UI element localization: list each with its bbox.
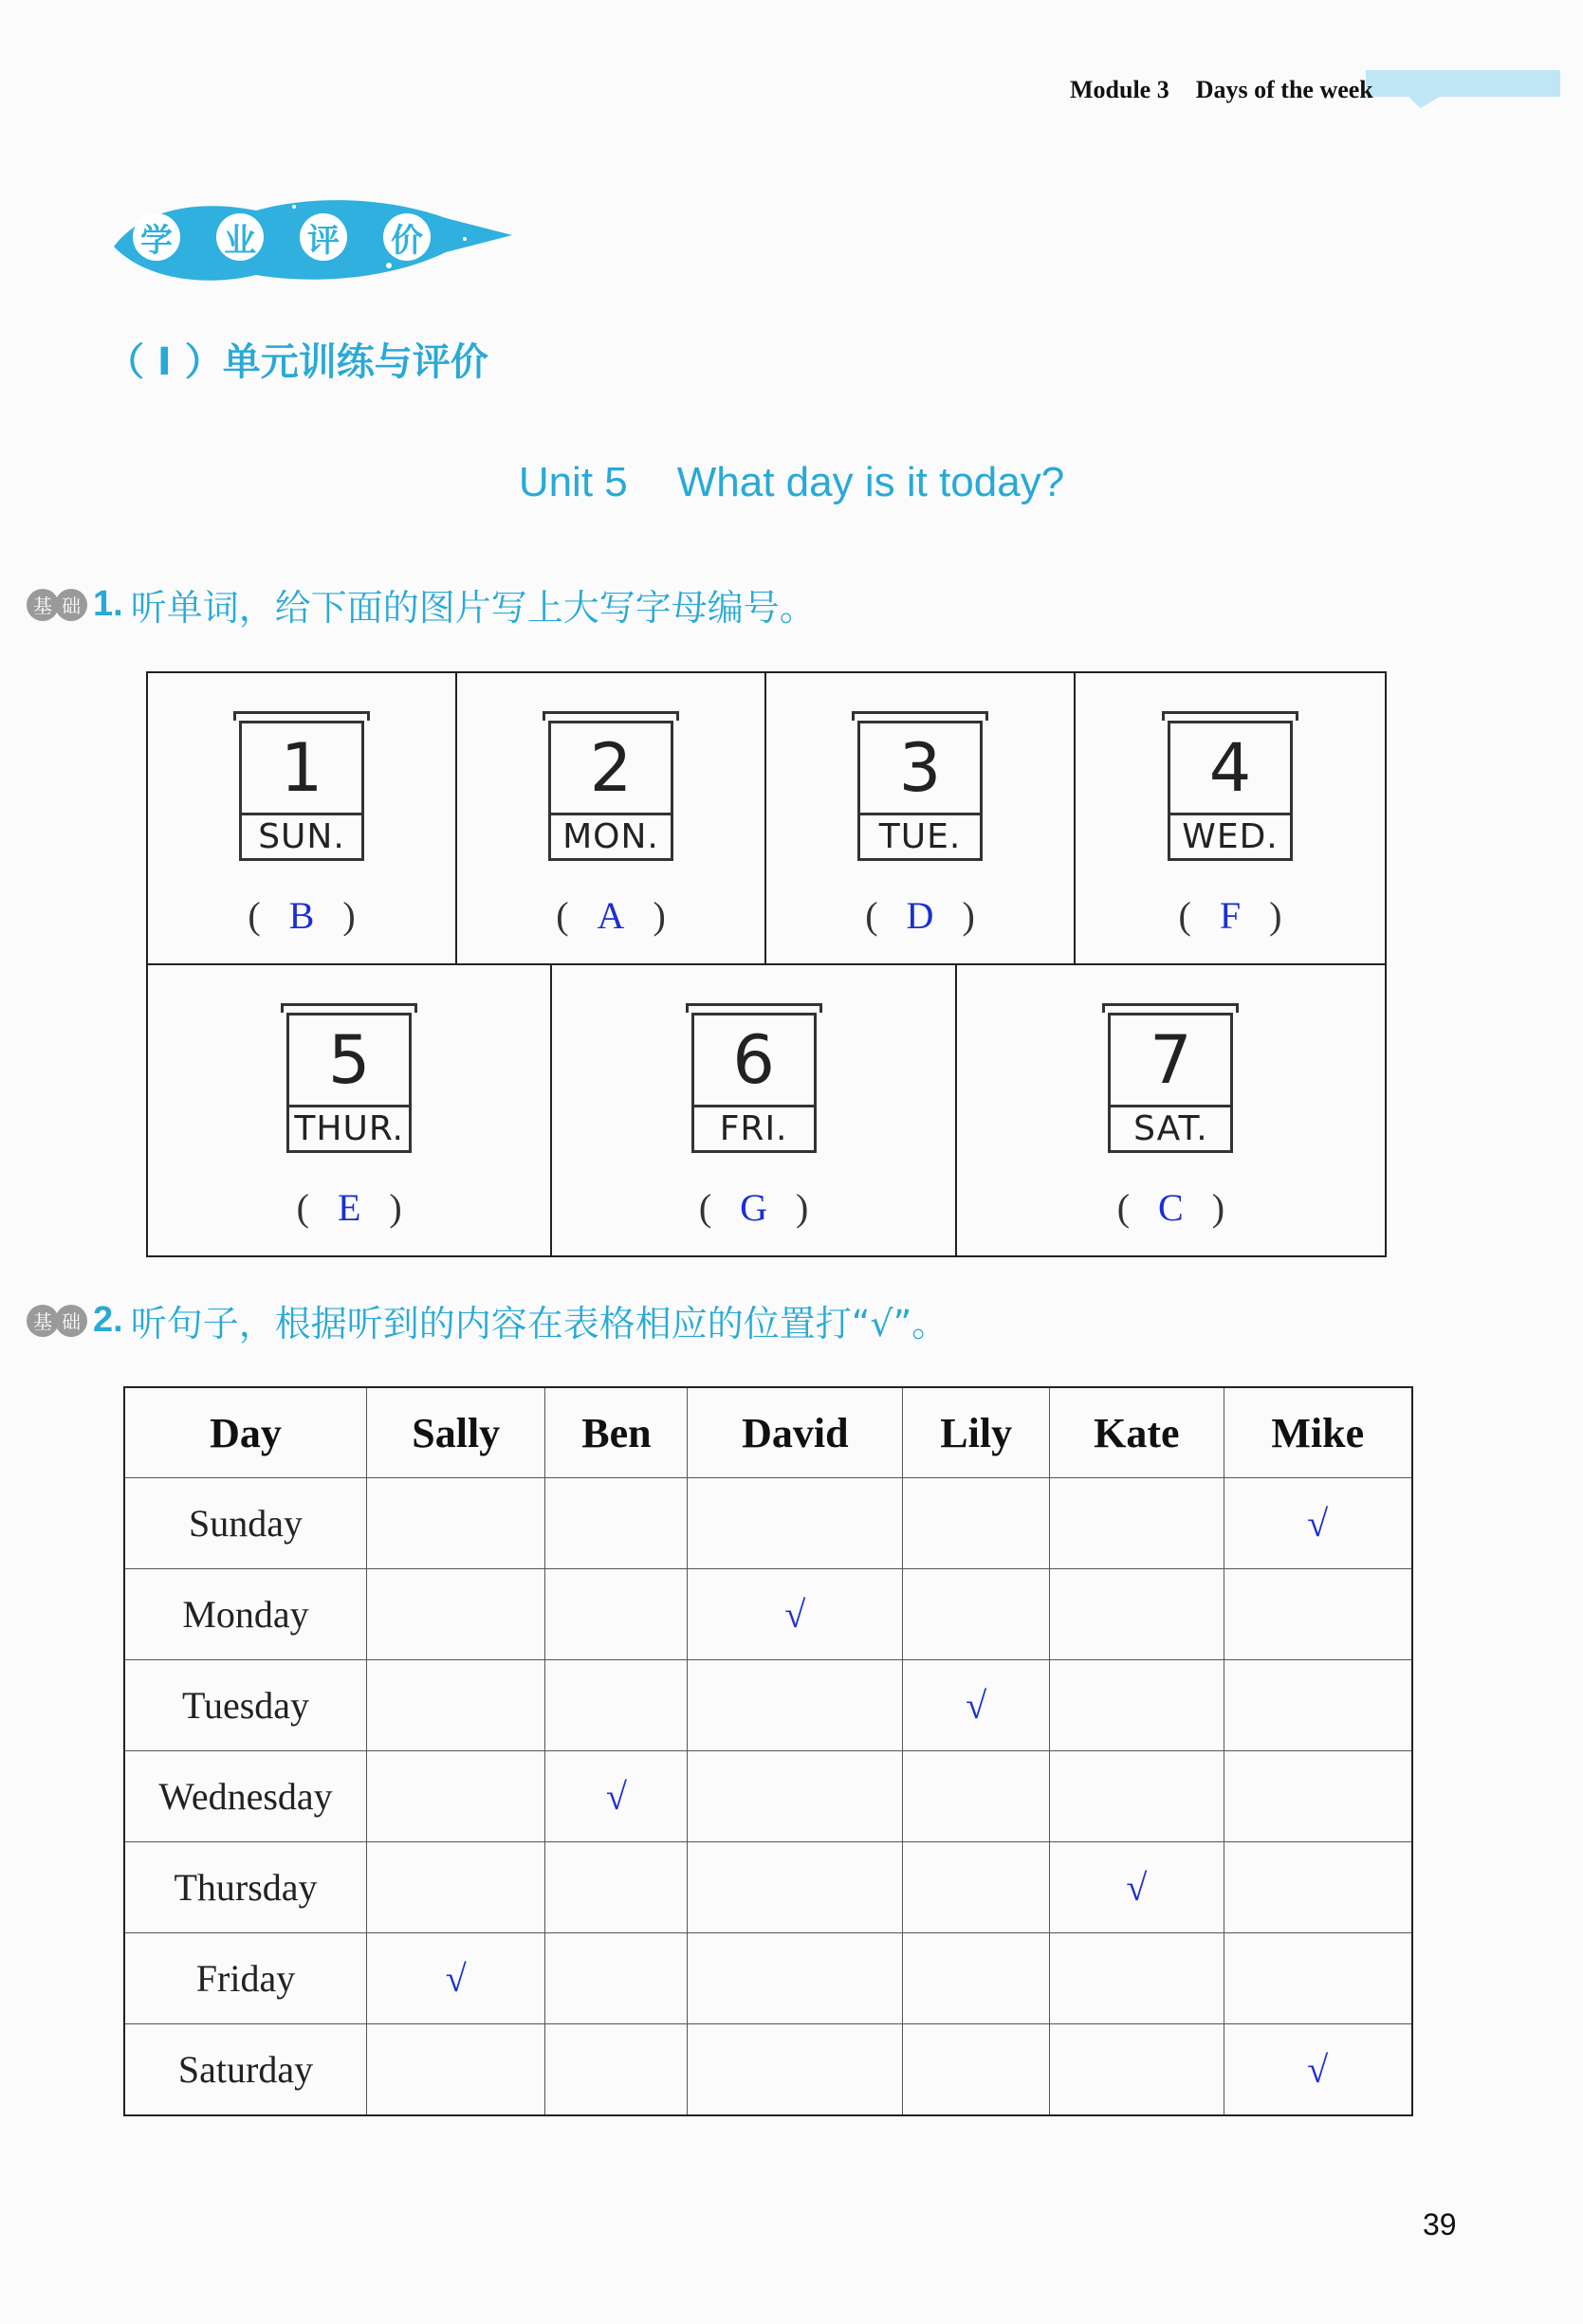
column-header: Day: [124, 1387, 367, 1478]
check-cell[interactable]: [688, 1660, 903, 1751]
check-cell[interactable]: [903, 1842, 1050, 1933]
answer-blank[interactable]: ( E ): [296, 1186, 402, 1229]
day-cell: Wednesday: [124, 1751, 367, 1842]
calendar-cell: [552, 965, 956, 1255]
check-cell[interactable]: [688, 1751, 903, 1842]
check-cell[interactable]: √: [903, 1660, 1050, 1751]
check-cell[interactable]: [545, 1478, 688, 1569]
day-cell: Saturday: [124, 2024, 367, 2116]
calendar-number: 4: [1208, 729, 1252, 807]
check-cell[interactable]: [1050, 1478, 1224, 1569]
calendar-icon: [852, 711, 988, 863]
check-cell[interactable]: √: [688, 1569, 903, 1660]
calendar-icon: [233, 711, 370, 863]
exercise-2-heading: [27, 1294, 948, 1346]
check-cell[interactable]: √: [367, 1933, 545, 2024]
check-cell[interactable]: [1224, 1751, 1412, 1842]
check-cell[interactable]: [545, 1569, 688, 1660]
calendar-day: SAT.: [1133, 1109, 1208, 1148]
check-cell[interactable]: [1050, 1660, 1224, 1751]
column-header: Ben: [545, 1387, 688, 1478]
check-cell[interactable]: [688, 1478, 903, 1569]
column-header: Mike: [1224, 1387, 1412, 1478]
table-header-row: [124, 1387, 1412, 1478]
day-cell: Friday: [124, 1933, 367, 2024]
exercise-instruction: 听单词，给下面的图片写上大写字母编号。: [130, 587, 816, 629]
check-cell[interactable]: [545, 1842, 688, 1933]
check-cell[interactable]: [688, 1933, 903, 2024]
check-cell[interactable]: [545, 1660, 688, 1751]
calendar-number: 1: [280, 729, 323, 807]
calendar-cell: [148, 965, 552, 1255]
table-row: [124, 1751, 1412, 1842]
calendar-number: 2: [589, 729, 633, 807]
running-header: [1070, 76, 1373, 104]
answer-blank[interactable]: ( A ): [556, 894, 666, 937]
check-cell[interactable]: [903, 1478, 1050, 1569]
calendar-number: 6: [732, 1021, 775, 1099]
check-cell[interactable]: [1050, 1569, 1224, 1660]
answer-letter: E: [337, 1186, 361, 1229]
check-cell[interactable]: [688, 2024, 903, 2116]
check-cell[interactable]: [545, 1933, 688, 2024]
calendar-day: FRI.: [719, 1109, 788, 1148]
unit-title: [0, 459, 1583, 506]
exercise-number: 2.: [93, 1300, 123, 1340]
check-cell[interactable]: √: [1050, 1842, 1224, 1933]
check-cell[interactable]: [367, 1569, 545, 1660]
calendar-day: THUR.: [294, 1109, 404, 1148]
table-row: [124, 1842, 1412, 1933]
calendar-icon: [686, 1003, 822, 1155]
answer-letter: G: [740, 1186, 768, 1229]
calendar-cell: [766, 673, 1076, 963]
check-cell[interactable]: [1224, 1569, 1412, 1660]
check-cell[interactable]: [903, 1933, 1050, 2024]
check-cell[interactable]: [367, 1751, 545, 1842]
day-cell: Monday: [124, 1569, 367, 1660]
answer-blank[interactable]: ( D ): [865, 894, 975, 937]
calendar-icon: [543, 711, 679, 863]
table-row: [124, 1933, 1412, 2024]
check-cell[interactable]: [1224, 1933, 1412, 2024]
exercise-1-heading: [27, 578, 816, 631]
calendar-day: TUE.: [878, 817, 962, 856]
badge-char: 基: [27, 1305, 59, 1337]
calendar-cell: [148, 673, 457, 963]
calendar-icon: [281, 1003, 417, 1155]
calendar-icon: [1102, 1003, 1239, 1155]
badge-char: 础: [55, 589, 87, 621]
answer-blank[interactable]: ( G ): [698, 1186, 809, 1229]
schedule-table: [123, 1386, 1413, 2116]
answer-blank[interactable]: ( F ): [1178, 894, 1282, 937]
column-header: David: [688, 1387, 903, 1478]
calendar-number: 3: [898, 729, 942, 807]
check-cell[interactable]: √: [545, 1751, 688, 1842]
check-cell[interactable]: √: [1224, 1478, 1412, 1569]
day-cell: Tuesday: [124, 1660, 367, 1751]
check-cell[interactable]: [367, 1842, 545, 1933]
answer-blank[interactable]: ( C ): [1116, 1186, 1225, 1229]
calendar-day: MON.: [562, 817, 659, 856]
column-header: Sally: [367, 1387, 545, 1478]
calendar-row: [148, 673, 1385, 965]
module-title: Days of the week: [1195, 76, 1373, 103]
banner-char: 学: [133, 213, 180, 261]
calendar-cell: [457, 673, 766, 963]
unit-question: What day is it today?: [676, 459, 1065, 505]
answer-letter: B: [288, 894, 315, 937]
banner-char: 价: [383, 213, 431, 261]
check-cell[interactable]: [1050, 1933, 1224, 2024]
check-cell[interactable]: [1050, 1751, 1224, 1842]
table-row: [124, 1569, 1412, 1660]
column-header: Kate: [1050, 1387, 1224, 1478]
page-number: 39: [1423, 2207, 1457, 2242]
check-cell[interactable]: [903, 1751, 1050, 1842]
calendar-row: [148, 965, 1385, 1255]
exercise-instruction: 听句子，根据听到的内容在表格相应的位置打“√”。: [130, 1303, 948, 1345]
header-ribbon: [1366, 70, 1560, 108]
table-row: [124, 2024, 1412, 2116]
check-cell[interactable]: [1224, 1660, 1412, 1751]
check-cell[interactable]: [688, 1842, 903, 1933]
badge-char: 基: [27, 589, 59, 621]
calendar-icon: [1162, 711, 1298, 863]
calendar-number: 7: [1150, 1021, 1192, 1099]
subtitle: （ Ⅰ ）单元训练与评价: [106, 340, 488, 384]
answer-letter: D: [906, 894, 934, 937]
banner-char: 评: [300, 213, 347, 261]
exercise-number: 1.: [93, 584, 123, 624]
check-cell[interactable]: [545, 2024, 688, 2116]
unit-label: Unit 5: [518, 459, 628, 505]
calendar-day: WED.: [1182, 817, 1279, 856]
answer-letter: A: [597, 894, 625, 937]
banner-char: 业: [216, 213, 264, 261]
day-cell: Sunday: [124, 1478, 367, 1569]
check-cell[interactable]: [903, 2024, 1050, 2116]
check-cell[interactable]: √: [1224, 2024, 1412, 2116]
check-cell[interactable]: [367, 1478, 545, 1569]
column-header: Lily: [903, 1387, 1050, 1478]
check-cell[interactable]: [1224, 1842, 1412, 1933]
calendar-cell: [957, 965, 1385, 1255]
calendar-cell: [1076, 673, 1385, 963]
check-cell[interactable]: [903, 1569, 1050, 1660]
table-row: [124, 1660, 1412, 1751]
module-label: Module 3: [1070, 76, 1169, 103]
check-cell[interactable]: [1050, 2024, 1224, 2116]
check-cell[interactable]: [367, 1660, 545, 1751]
answer-letter: F: [1219, 894, 1242, 937]
table-row: [124, 1478, 1412, 1569]
answer-blank[interactable]: ( B ): [248, 894, 356, 937]
day-cell: Thursday: [124, 1842, 367, 1933]
calendar-day: SUN.: [258, 817, 345, 856]
banner-title: [133, 213, 431, 261]
answer-letter: C: [1158, 1186, 1184, 1229]
calendar-grid: [146, 671, 1387, 1257]
calendar-number: 5: [327, 1021, 371, 1099]
level-badge: [27, 1305, 83, 1337]
badge-char: 础: [55, 1305, 87, 1337]
level-badge: [27, 589, 83, 621]
check-cell[interactable]: [367, 2024, 545, 2116]
